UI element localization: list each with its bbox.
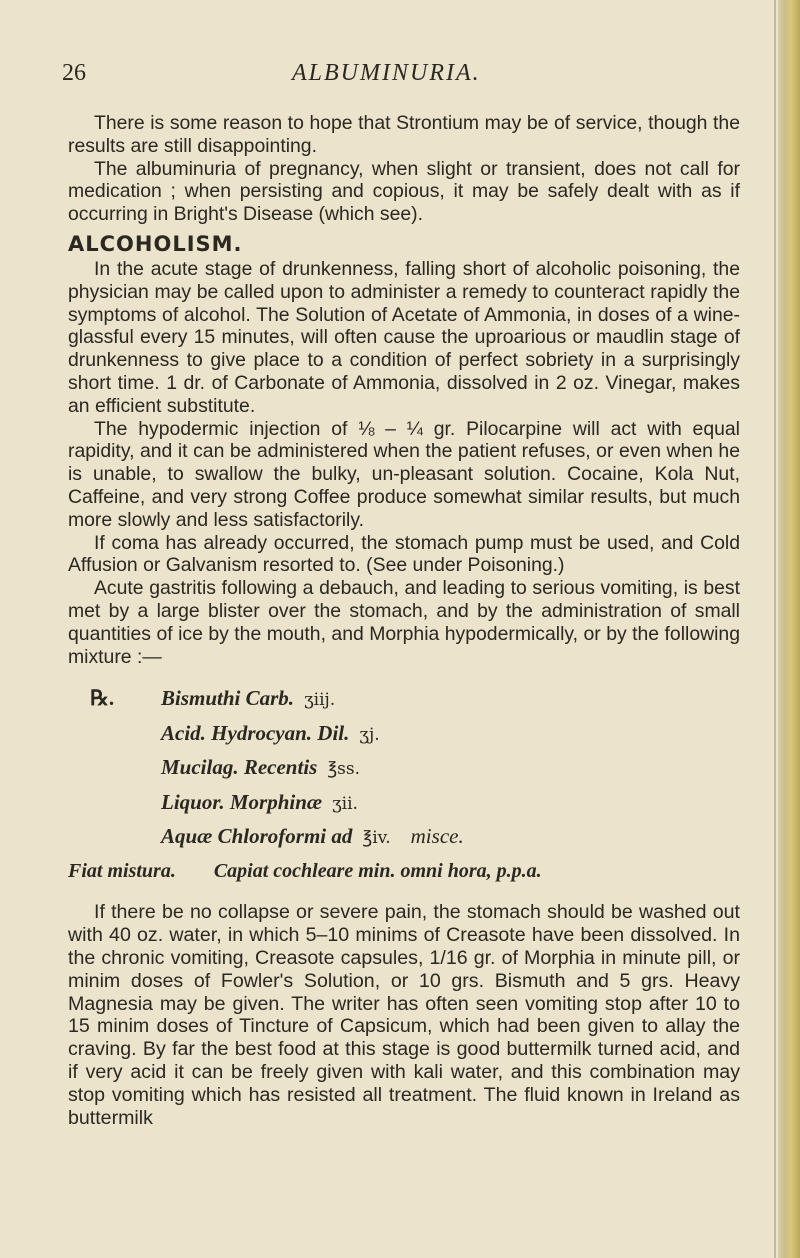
prescription-line (68, 751, 740, 786)
ingredient: Acid. Hydrocyan. Dil. (161, 720, 350, 745)
fiat-mistura: Fiat mistura. (68, 859, 176, 882)
paragraph: If coma has already occurred, the stomach pump must be used, and Cold Affusion or Galvanism resorted to. (See under Poisoning.) (68, 531, 740, 577)
quantity: ʒj. (359, 724, 380, 745)
ingredient: Bismuthi Carb. (161, 686, 295, 711)
quantity: ʒii. (332, 793, 358, 814)
paragraph: If there be no collapse or severe pain, the stomach should be washed out with 40 oz. water, in which 5–10 minims of Creasote have been dissolved. In the chronic vomiting, Creasote capsules, 1/16 gr. of Morphia in minute pill, or minim doses of Fowler's Solution, or 10 grs. Bismuth and 5 grs. Heavy Magnesia may be given. The writer has often seen vomiting stop after 10 to 15 minim doses of Tincture of Capsicum, which had been given to allay the craving. By far the best food at this stage is good buttermilk turned acid, and if very acid it can be freely given with kali water, and this combination may stop vomiting which has resisted all treatment. The fluid known in Ireland as buttermilk (68, 901, 740, 1129)
running-head: ALBUMINURIA. (292, 60, 481, 86)
page-edge (778, 0, 800, 1258)
prescription (68, 682, 740, 887)
prescription-line (68, 717, 740, 752)
section-heading: ALCOHOLISM. (68, 231, 243, 256)
paragraph: Acute gastritis following a debauch, and leading to serious vomiting, is best met by a large blister over the stomach, and by the administration of small quantities of ice by the mouth, and Morphia hypodermically, or by the following mixture :— (68, 577, 740, 668)
prescription-line (68, 820, 740, 855)
paragraph: In the acute stage of drunkenness, falling short of alcoholic poisoning, the physician may be called upon to administer a remedy to counteract rapidly the symptoms of alcohol. The Solution of Acetate of Ammonia, in doses of a wine-glassful every 15 minutes, will often cause the uproarious or maudlin stage of drunkenness to give place to a condition of perfect sobriety in a surprisingly short time. 1 dr. of Carbonate of Ammonia, dissolved in 2 oz. Vinegar, makes an efficient substitute. (68, 257, 740, 417)
recipe-symbol: ℞. (90, 686, 115, 711)
quantity: ℥iv. (362, 828, 391, 849)
prescription-directions (68, 855, 740, 888)
paragraph: The albuminuria of pregnancy, when slight or transient, does not call for medication ; when persisting and copious, it may be safely dealt with as if occurring in Bright's Disease (which see). (68, 157, 740, 226)
prescription-line (68, 786, 740, 821)
quantity: ʒiij. (304, 690, 336, 711)
page-number: 26 (62, 60, 86, 86)
page-header (62, 60, 742, 90)
dosage-directions: Capiat cochleare min. omni hora, p.p.a. (213, 859, 542, 882)
page-gutter-line (774, 0, 776, 1258)
page-body (68, 112, 740, 1129)
quantity: ℥ss. (327, 759, 361, 780)
paragraph: The hypodermic injection of ⅛ – ¼ gr. Pilocarpine will act with equal rapidity, and it can be administered when the patient refuses, or even when he is unable, to swallow the bulky, un-pleasant solution. Cocaine, Kola Nut, Caffeine, and very strong Coffee produce somewhat similar results, but much more slowly and less satisfactorily. (68, 417, 740, 531)
misce-note: misce. (410, 824, 464, 849)
ingredient: Mucilag. Recentis (161, 755, 318, 780)
ingredient: Aquæ Chloroformi ad (161, 824, 353, 849)
prescription-line (68, 682, 740, 717)
paragraph: There is some reason to hope that Strontium may be of service, though the results are still disappointing. (68, 112, 740, 157)
ingredient: Liquor. Morphinæ (161, 789, 323, 814)
